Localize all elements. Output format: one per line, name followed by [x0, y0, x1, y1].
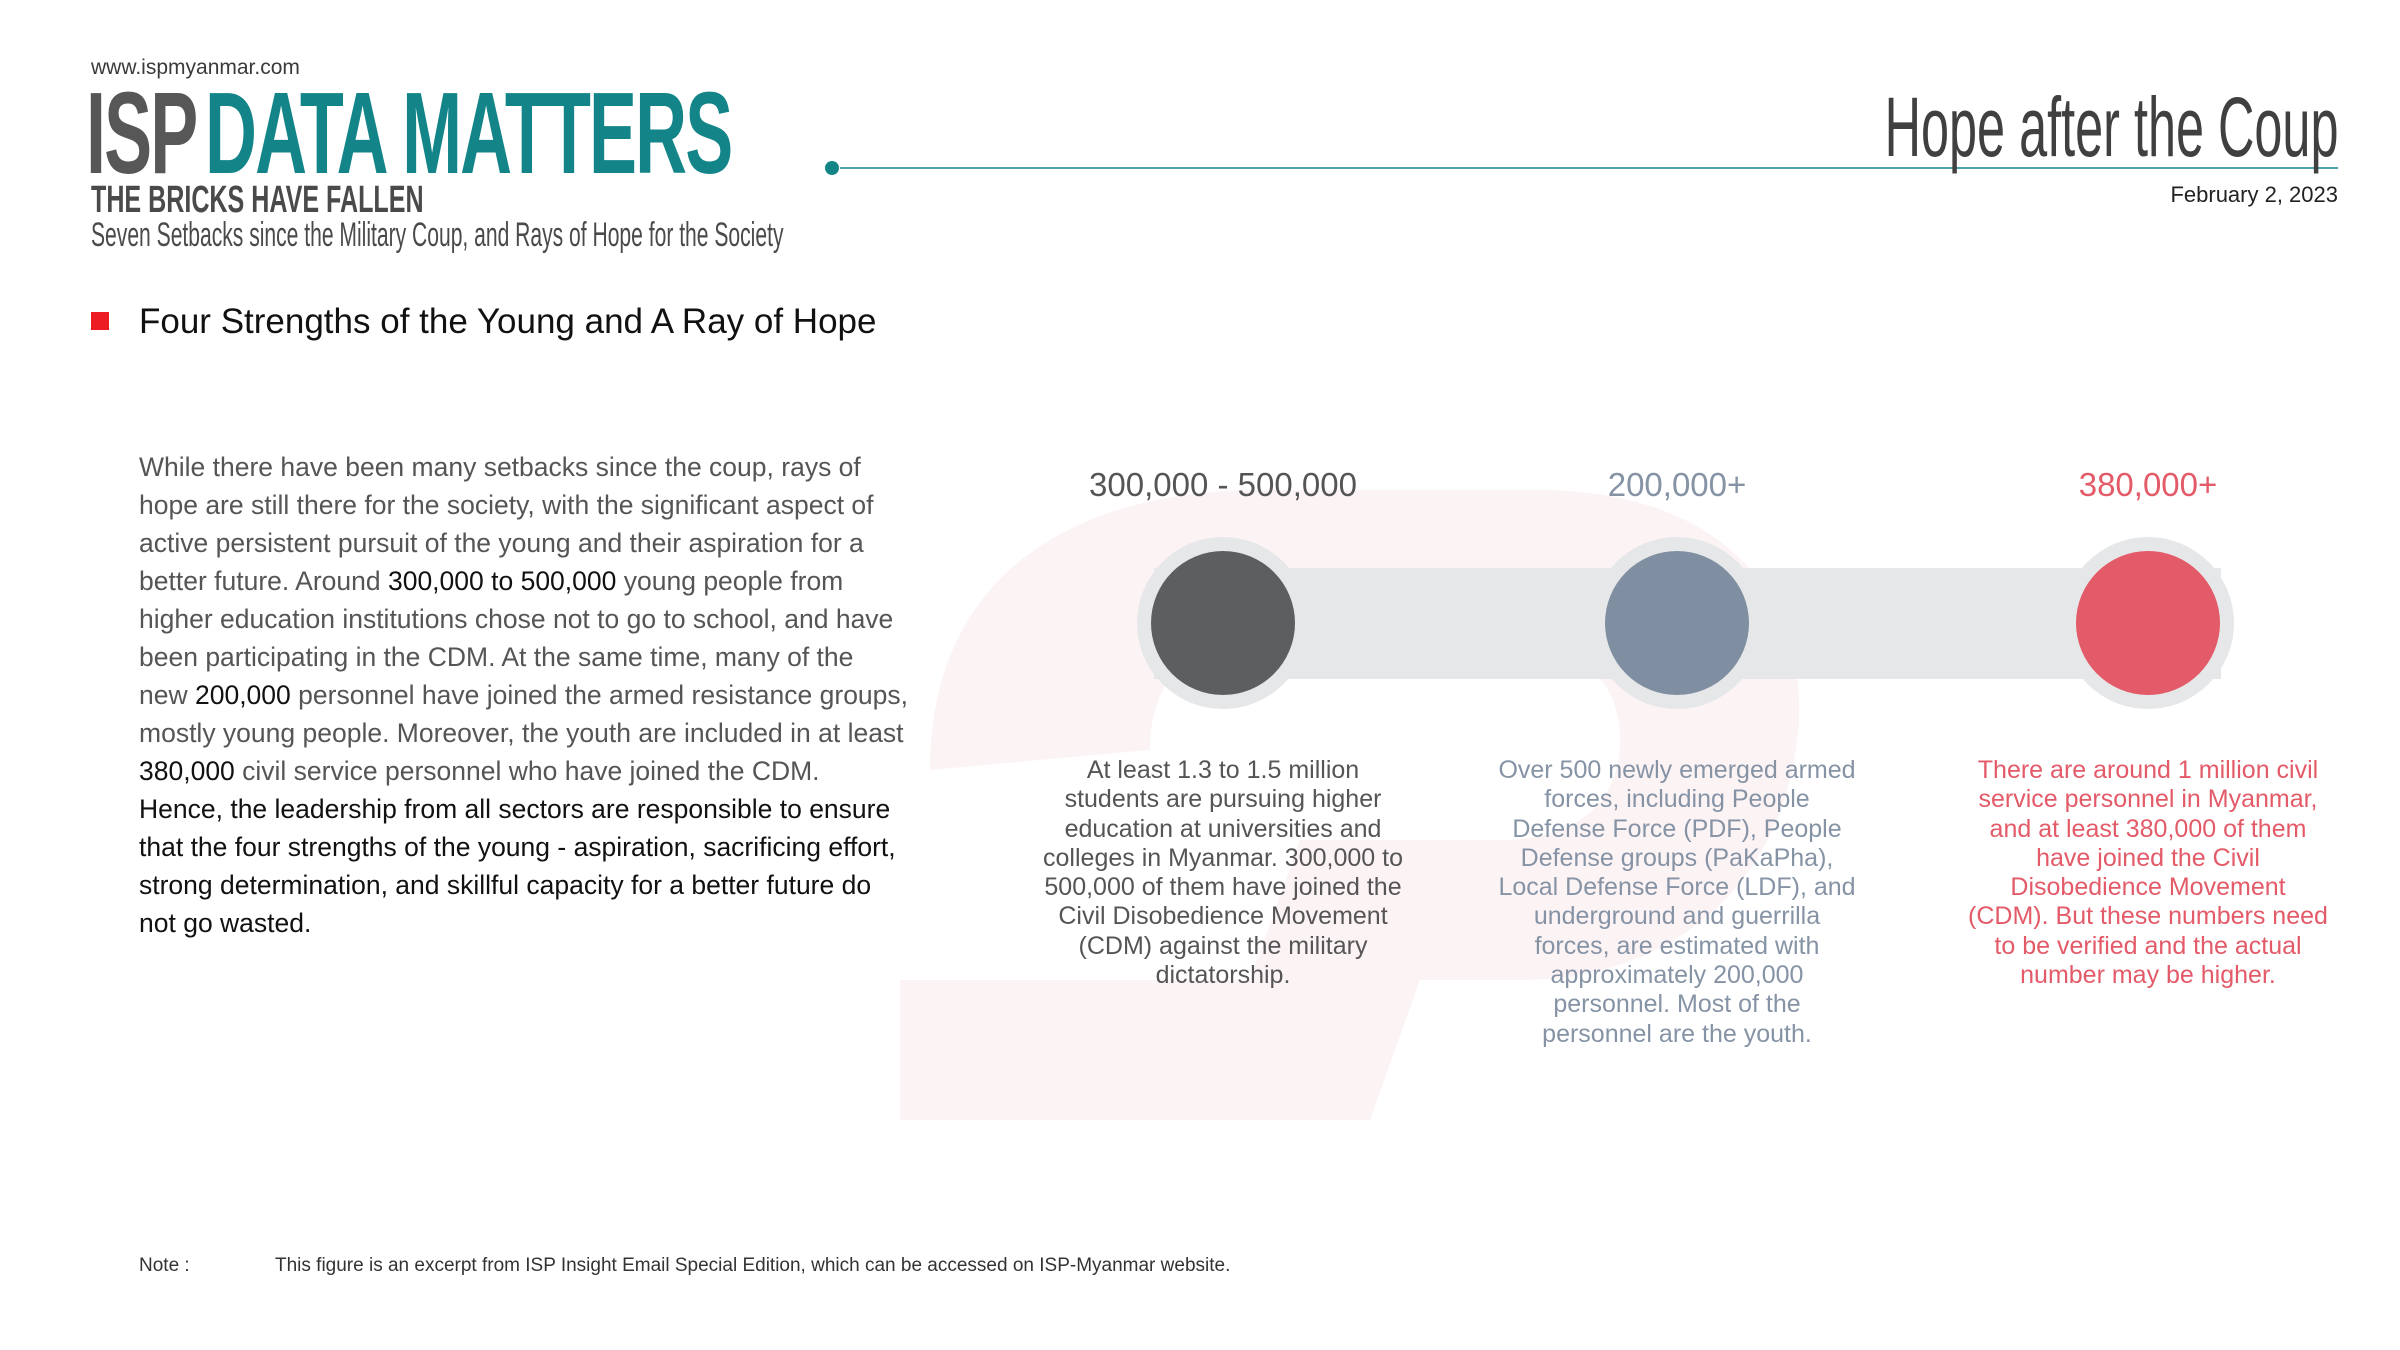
website-url[interactable]: www.ispmyanmar.com — [91, 56, 300, 79]
para-highlight-armed: 200,000 — [194, 680, 291, 710]
stat-value-students: 300,000 - 500,000 — [1089, 466, 1357, 503]
header-line-dot-icon — [825, 161, 839, 175]
logo-isp: ISP — [86, 68, 197, 198]
stat-circle-students — [1151, 551, 1295, 695]
logo-data-matters: DATA MATTERS — [205, 68, 732, 198]
stat-description-armed-forces: Over 500 newly emerged armed forces, including People Defense Force (PDF), People Defense groups (PaKaPha), Local Defense Force (LDF), and underground and guerrilla forces, are estimated with approximately 200,000 personnel. Most of the personnel are the youth. — [1498, 756, 1856, 1048]
stat-description-students: At least 1.3 to 1.5 million students are pursuing higher education at universities and colleges in Myanmar. 300,000 to 500,000 of them have joined the Civil Disobedience Movement (CDM) against the military dictatorship. — [1043, 756, 1403, 990]
para-text-4: civil service personnel who have joined the CDM. — [234, 756, 820, 786]
para-conclusion: Hence, the leadership from all sectors are responsible to ensure that the four strengths of the young - aspiration, sacrificing effort, strong determination, and skillful capacity for a better future do not go wasted. — [139, 794, 896, 938]
isp-data-matters-logo — [86, 68, 732, 198]
stat-value-civil-servants: 380,000+ — [2078, 466, 2218, 503]
section-bullet-icon — [91, 312, 109, 330]
para-highlight-cdm: 380,000 — [139, 756, 235, 786]
page-title: Hope after the Coup — [1884, 80, 2338, 174]
intro-paragraph — [139, 448, 909, 942]
para-highlight-students: 300,000 to 500,000 — [387, 566, 617, 596]
note-text: This figure is an excerpt from ISP Insight Email Special Edition, which can be accessed on ISP-Myanmar website. — [275, 1255, 1231, 1276]
stat-circle-civil-servants — [2076, 551, 2220, 695]
note-label: Note : — [139, 1255, 190, 1276]
para-text-1: While there have been many setbacks since the coup, rays of hope are still there for the society, with the significant aspect of active persistent pursuit of the young and their aspiration for a better future. Around — [139, 452, 874, 596]
publication-date: February 2, 2023 — [2170, 182, 2338, 207]
para-text-3: personnel have joined the armed resistance groups, mostly young people. Moreover, the youth are included in at least — [139, 680, 909, 748]
series-subtitle: Seven Setbacks since the Military Coup, and Rays of Hope for the Society — [91, 216, 784, 254]
series-title: THE BRICKS HAVE FALLEN — [91, 179, 424, 221]
stat-circle-armed-forces — [1605, 551, 1749, 695]
stat-value-armed-forces: 200,000+ — [1607, 466, 1747, 503]
para-text-2: young people from higher education institutions chose not to go to school, and have been participating in the CDM. At the same time, many of the new — [139, 566, 894, 710]
section-title: Four Strengths of the Young and A Ray of Hope — [139, 302, 877, 341]
stat-description-civil-servants: There are around 1 million civil service personnel in Myanmar, and at least 380,000 of them have joined the Civil Disobedience Movement (CDM). But these numbers need to be verified and the actual number may be higher. — [1968, 756, 2328, 990]
